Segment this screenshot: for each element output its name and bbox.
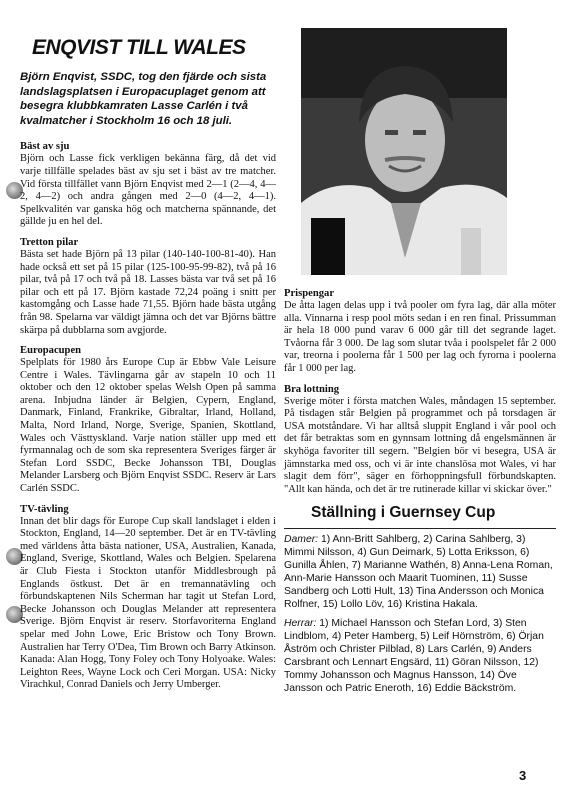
standings-women [284, 533, 556, 611]
standings-men-label: Herrar: [284, 618, 317, 630]
section-text: Bästa set hade Björn på 13 pilar (140-140-100-81-40). Han hade också ett set på 15 pilar (125-100-95-99-82), två på 16 pilar, två på 17 och två på 18. Lasses bästa var två set på 16 pilar och ett på 17. Björn kastade 72,24 poäng i snitt per kastomgång och Lasse hade 71,55. Björn hade bästa utgång från 98. Spelarna var väldigt jämna och det var Björns bättre skärpa på dubblarna som avgjorde. [20, 248, 276, 336]
standings-women-list: 1) Ann-Britt Sahlberg, 2) Carina Sahlberg, 3) Mimmi Nilsson, 4) Gun Deimark, 5) Lotta Eriksson, 6) Gunilla Åhlen, 7) Marianne Wathén, 8) Anna-Lena Roman, Ann-Marie Hansson och Maarit Tuominen, 11) Susse Sandberg och Lotti Hult, 13) Tina Andersson och Monica Rolfner, 15) Lollo Löv, 16) Kristina Hakala. [284, 534, 553, 611]
section-text: Spelplats för 1980 års Europe Cup är Ebbw Vale Leisure Centre i Wales. Tävlingarna går av stapeln 10 och 11 oktober och den 12 oktober spelas Welsh Open på samma arena. Inbjudna länder är Belgien, Cypern, England, Danmark, Finland, Frankrike, Gibraltar, Irland, Holland, Malta, Nord Irland, Norge, Sverige, Spanien, Skottland, Wales och Västtyskland. Varje nation ställer upp med ett fyrmannalag och de som ska representera Sveriges färger är Stefan Lord SSDC, Becke Johansson TBI, Douglas Melander Larsberg och Björn Enqvist SSDC. Reserv är Lars Carlén SSDC. [20, 357, 276, 495]
player-photo [301, 28, 507, 275]
left-column [20, 28, 276, 699]
section-text: Sverige möter i första matchen Wales, måndagen 15 september. På tisdagen står Belgien på programmet och på torsdagen är USA motståndare. Vi har alltså sluppit England i vår pool och det får betraktas som en gynnsam lottning då engelsmännen är skyhöga favoriter till segern. "Belgien bör vi besegra, USA är jämnstarka med oss, och vi är inte chanslösa mot Wales, vi har slagit dem förr", säger en förhoppningsfull förbundskapten. "Allt kan hända, och det är tre rutinerade killar vi skickar över." [284, 395, 556, 495]
standings-title: Ställning i Guernsey Cup [311, 504, 496, 522]
standings-men [284, 617, 556, 695]
section-heading: Tretton pilar [20, 236, 79, 248]
article-lead: Björn Enqvist, SSDC, tog den fjärde och sista landslagsplatsen i Europacuplaget genom att besegra klubbkamraten Lasse Carlén i två kvalmatcher i Stockholm 16 och 18 juli. [20, 71, 267, 127]
section-heading: Prispengar [284, 288, 335, 299]
section-heading: Europacupen [20, 345, 82, 357]
divider [284, 528, 556, 529]
section-text: Innan det blir dags för Europe Cup skall landslaget i elden i Stockton, England, 14—20 september. Det är en TV-tävling med världens åtta bästa nationer, USA, Australien, Kanada, England, Sverige, Skottland, Wales och Belgien. Spelarena är Club Fiesta i Stockton utanför Middlesbrough på Englands östkust. Det är en tremannatävling och förbundskaptenen Nils Scherman har tagit ut Stefan Lord, Becke Johansson och Douglas Melander att representera Sverige. Björn Enqvist är reserv. Storfavoriterna England spelar med John Lowe, Eric Bristow och Tony Brown. Australien har Terry O'Dea, Tim Brown och Barry Atkinson. Kanada: Alan Hogg, Tony Foley och Tony Holyoake. Wales: Leighton Rees, Wayne Lock och Ceri Morgan. USA: Nicky Virachkul, Conrad Daniels och Jerry Umberger. [20, 515, 276, 691]
section-text: De åtta lagen delas upp i två pooler om fyra lag, där alla möter alla. Vinnarna i resp pool möts sedan i en ren final. Prissumman är hela 18 000 pund varav 6 000 går till det segrande laget. Tvåorna får 3 000. De lag som slutar tvåa i poolspelet får 2 000 var, treorna i poolerna får 1 500 per lag och fyrorna i poolerna får 1 000 per lag. [284, 300, 556, 374]
section-heading: TV-tävling [20, 503, 69, 515]
page-number: 3 [519, 768, 527, 783]
portrait-image [301, 28, 507, 275]
standings-women-label: Damer: [284, 534, 319, 546]
article-title: ENQVIST TILL WALES [32, 36, 246, 59]
standings-men-list: 1) Michael Hansson och Stefan Lord, 3) Sten Lindblom, 4) Peter Hamberg, 5) Leif Hörnström, 6) Örjan Åström och Christer Pilblad, 8) Lars Carlén, 9) Anders Carsbrant och Lennart Engsärd, 11) Göran Nilsson, 12) Tommy Johansson och Magnus Hansson, 14) Öve Jansson och Patric Eneroth, 16) Eddie Bäckström. [284, 618, 544, 695]
section-heading: Bäst av sju [20, 141, 70, 153]
section-heading: Bra lottning [284, 383, 340, 395]
section-text: Björn och Lasse fick verkligen bekänna färg, då det vid varje tillfälle spelades bäst av sju set i bäst av tre matcher. Vid första tillfället vann Björn Enqvist med 2—1 (2—4, 4—2, 4—2) och andra gången med 2—0 (4—2, 4—1). Spelkvalitén var ganska hög och matcherna spännande, det gällde ju en hel del. [20, 153, 276, 228]
right-column [284, 28, 556, 701]
